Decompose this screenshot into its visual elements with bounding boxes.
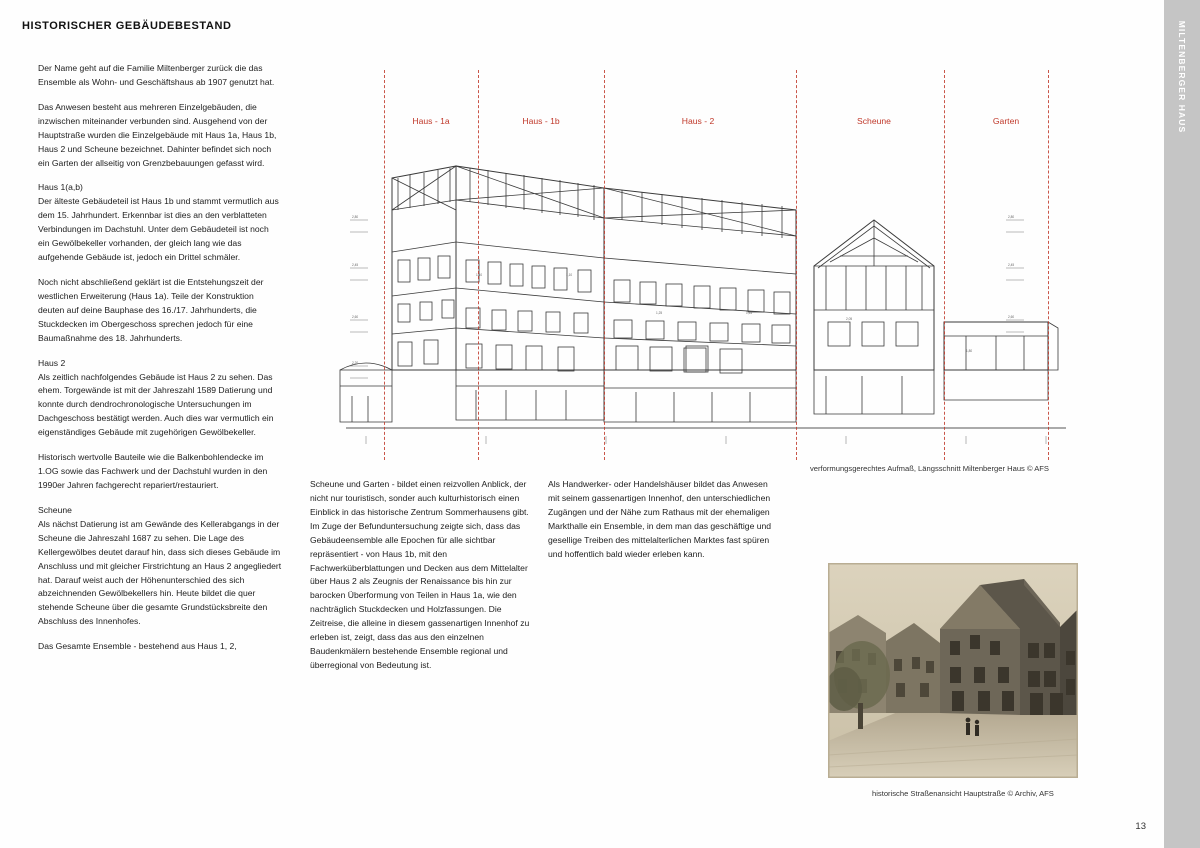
svg-text:1,10: 1,10: [566, 273, 573, 277]
svg-text:2,05: 2,05: [846, 317, 853, 321]
page-number: 13: [1135, 821, 1146, 832]
drawing-caption: verformungsgerechtes Aufmaß, Längsschnitt Miltenberger Haus © AFS: [810, 464, 1050, 473]
drawing-label-haus-1b: Haus - 1b: [522, 116, 560, 126]
middle-text-column-2: [548, 478, 778, 573]
section-heading-scheune: Scheune: [38, 504, 72, 515]
left-text-column: [38, 62, 282, 665]
section-divider: [604, 70, 605, 460]
page-title: HISTORISCHER GEBÄUDEBESTAND: [22, 20, 232, 32]
middle-text-column-1: [310, 478, 532, 684]
paragraph: Der Name geht auf die Familie Miltenberger zurück die das Ensemble als Wohn- und Geschäftshaus ab 1907 genutzt hat.: [38, 63, 275, 87]
section-tab: [1164, 0, 1200, 848]
paragraph: Der älteste Gebäudeteil ist Haus 1b und stammt vermutlich aus dem 15. Jahrhundert. Erkennbar ist dies an den verblatteten Verbindungen im Dachstuhl. Unter dem Gebäudeteil ist noch ein Gewölbekeller vorhanden, der gleich lang wie das aufgehende Gebäude ist, jedoch ein Drittel schmäler.: [38, 196, 279, 263]
paragraph: Scheune und Garten - bildet einen reizvollen Anblick, der nicht nur touristisch, sonder auch kulturhistorisch einen Einblick in das historische Zentrum Sommerhausens gibt. Im Zuge der Befunduntersuchung zeigte sich, dass das Gebäudeensemble alle Epochen für alle sichtbar repräsentiert - von Haus 1b, mit den Fachwerküberblattungen und Decken aus dem Mittelalter über Haus 2 als Zeugnis der Renaissance bis hin zur barocken Überformung von Teilen in Haus 1a, wie den nachträglich Stuckdecken und Holzfassungen. Die Zeitreise, die alleine in diesem gassenartigen Innenhof zu erleben ist, zeigt, dass das aus den einzelnen Baudenkmälern bestehende Ensemble regional und überregional von Bedeutung ist.: [310, 479, 530, 670]
svg-text:2,60: 2,60: [352, 315, 359, 319]
paragraph: Als Handwerker- oder Handelshäuser bildet das Anwesen mit seinem gassenartigen Innenhof, den unterschiedlichen Zugängen und der Nähe zum Rathaus mit der ehemaligen Markthalle ein Ensemble, in dem man das geschäftige und gesellige Treiben des mittelalterlichen Marktes fast spüren und hoffentlich bald wieder erleben kann.: [548, 479, 772, 559]
paragraph: Als nächst Datierung ist am Gewände des Kellerabgangs in der Scheune die Jahreszahl 1687 zu sehen. Die Lage des Kellergewölbes deutet darauf hin, dass sich dieses Gebäude im Anschluss und mit gleicher Firstrichtung an Haus 2 angegliedert hat. Darauf weist auch der Höhenunterschied des sich abzeichnenden Gewölbekellers hin. Heute bildet die quer stehende Scheune über die gesamte Grundstücksbreite den Abschluss des Innenhofes.: [38, 518, 282, 627]
drawing-label-scheune: Scheune: [857, 116, 891, 126]
section-divider: [384, 70, 385, 460]
drawing-label-garten: Garten: [992, 116, 1020, 126]
svg-text:2,45: 2,45: [1008, 263, 1015, 267]
section-plan-svg: [306, 70, 1084, 460]
longitudinal-section-drawing: [306, 70, 1084, 460]
svg-text:1,10: 1,10: [476, 273, 483, 277]
svg-text:2,80: 2,80: [352, 215, 359, 219]
paragraph: Als zeitlich nachfolgendes Gebäude ist Haus 2 zu sehen. Das ehem. Torgewände ist mit der Jahreszahl 1589 Datierung und konnte durch dendrochronologische Untersuchungen im Dachgeschoss bestätigt werden. Auch dies war vermutlich ein eigenständiges Gebäude mit zugehörigen Gewölbekeller.: [38, 371, 274, 438]
svg-text:1,25: 1,25: [656, 311, 663, 315]
drawing-label-haus-1a: Haus - 1a: [412, 116, 450, 126]
photo-caption: historische Straßenansicht Hauptstraße © Archiv, AFS: [872, 789, 1054, 798]
drawing-label-haus-2: Haus - 2: [681, 116, 715, 126]
section-divider: [796, 70, 797, 460]
paragraph: Das Anwesen besteht aus mehreren Einzelgebäuden, die inzwischen miteinander verbunden sind. Ausgehend von der Hauptstraße wurden die Einzelgebäude mit Haus 1a, Haus 1b, Haus 2 und Scheune bezeichnet. Dahinter befindet sich noch ein Garten der allseitig von Grenzbebauungen gefasst wird.: [38, 101, 277, 168]
svg-text:1,80: 1,80: [966, 349, 973, 353]
paragraph: Noch nicht abschließend geklärt ist die Entstehungszeit der westlichen Erweiterung (Haus 1a). Teile der Konstruktion deuten auf deine Bauphase des 16./17. Jahrhunderts, die Stuckdecken im Obergeschoss sprechen jedoch für eine Baumaßnahme des 18. Jahrhunderts.: [38, 276, 264, 343]
section-heading-haus1: Haus 1(a,b): [38, 182, 83, 193]
paragraph: Historisch wertvolle Bauteile wie die Balkenbohlendecke im 1.OG sowie das Fachwerk und der Dachstuhl wurden in den 1990er Jahren fachgerecht repariert/restauriert.: [38, 452, 268, 490]
section-divider: [1048, 70, 1049, 460]
paragraph: Das Gesamte Ensemble - bestehend aus Haus 1, 2,: [38, 641, 237, 652]
section-heading-haus2: Haus 2: [38, 357, 66, 368]
photo-illustration: [828, 563, 1078, 778]
section-tab-label: MILTENBERGER HAUS: [1177, 20, 1187, 134]
svg-text:2,20: 2,20: [352, 361, 359, 365]
svg-text:2,80: 2,80: [1008, 215, 1015, 219]
svg-text:1,25: 1,25: [746, 311, 753, 315]
section-divider: [478, 70, 479, 460]
svg-text:2,45: 2,45: [352, 263, 359, 267]
svg-text:2,60: 2,60: [1008, 315, 1015, 319]
historic-street-photo: [828, 563, 1078, 778]
section-divider: [944, 70, 945, 460]
